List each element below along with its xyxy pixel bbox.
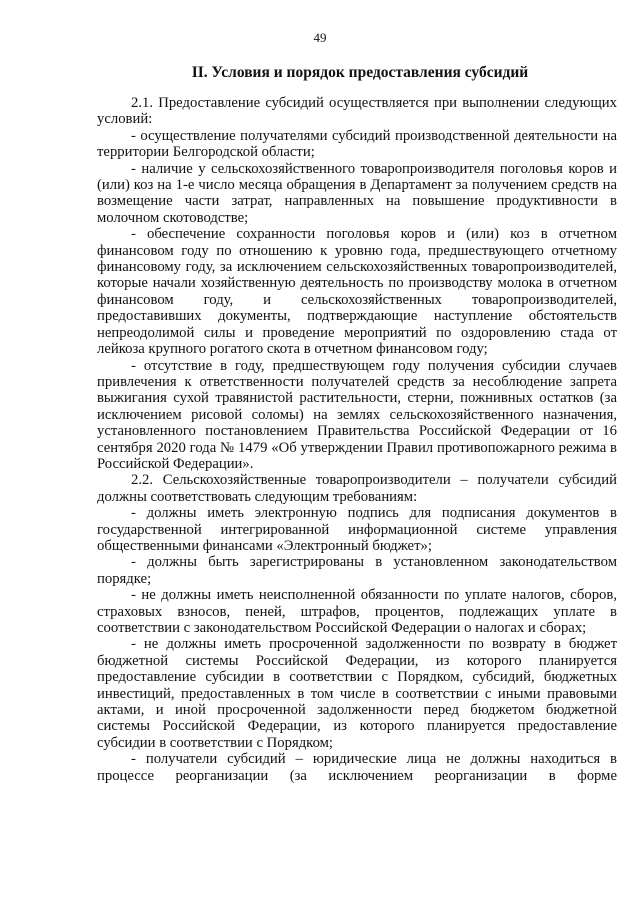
condition-production-activity: - осуществление получателями субсидий производственной деятельности на территории Белгородской области; — [97, 127, 617, 161]
paragraph-2-2-intro: 2.2. Сельскохозяйственные товаропроизводители – получатели субсидий должны соответствовать следующим требованиям: — [97, 472, 617, 505]
condition-no-burning-violations: - отсутствие в году, предшествующем году получения субсидии случаев привлечения к ответственности получателей средств за несоблюдение запрета выжигания сухой травянистой растительности, стерни, пожнивных остатков (за исключением рисовой соломы) на землях сельскохозяйственного назначения, установленного постановлением Правительства Российской Федерации от 16 сентября 2020 года № 1479 «Об утверждении Правил противопожарного режима в Российской Федерации». — [97, 357, 617, 472]
page-number: 49 — [313, 30, 327, 45]
requirement-electronic-signature: - должны иметь электронную подпись для подписания документов в государственной интегрированной информационной системе управления общественными финансами «Электронный бюджет»; — [97, 505, 617, 554]
condition-livestock-availability: - наличие у сельскохозяйственного товаропроизводителя поголовья коров и (или) коз на 1-е число месяца обращения в Департамент за получением средств на возмещение части затрат, направленных на повышение продуктивности в молочном скотоводстве; — [97, 160, 617, 226]
requirement-no-tax-debt: - не должны иметь неисполненной обязанности по уплате налогов, сборов, страховых взносов, пеней, штрафов, процентов, подлежащих уплате в соответствии с законодательством Российской Федерации о налогах и сборах; — [97, 587, 617, 636]
paragraph-2-1-intro: 2.1. Предоставление субсидий осуществляется при выполнении следующих условий: — [97, 95, 617, 128]
condition-livestock-preservation: - обеспечение сохранности поголовья коров и (или) коз в отчетном финансовом году по отношению к уровню года, предшествующего отчетному финансовому году, за исключением сельскохозяйственных товаропроизводителей, которые начали хозяйственную деятельность по производству молока в отчетном финансовом году, и сельскохозяйственных товаропроизводителей, предоставивших документы, подтверждающие наступление обстоятельств непреодолимой силы и проведение мероприятий по оздоровлению стада от лейкоза крупного рогатого скота в отчетном финансовом году; — [97, 226, 617, 358]
requirement-registration: - должны быть зарегистрированы в установленном законодательством порядке; — [97, 554, 617, 587]
requirement-no-budget-debt: - не должны иметь просроченной задолженности по возврату в бюджет бюджетной системы Российской Федерации, из которого планируется предоставление субсидии в соответствии с Порядком, субсидий, бюджетных инвестиций, предоставленных в том числе в соответствии с иными правовыми актами, и иной просроченной задолженности перед бюджетом бюджетной системы Российской Федерации, из которого планируется предоставление субсидии в соответствии с Порядком; — [97, 636, 617, 751]
requirement-no-reorganization: - получатели субсидий – юридические лица не должны находиться в процессе реорганизации (за исключением реорганизации в форме — [97, 751, 617, 784]
section-heading: II. Условия и порядок предоставления субсидий — [191, 64, 529, 81]
document-body — [97, 95, 617, 784]
